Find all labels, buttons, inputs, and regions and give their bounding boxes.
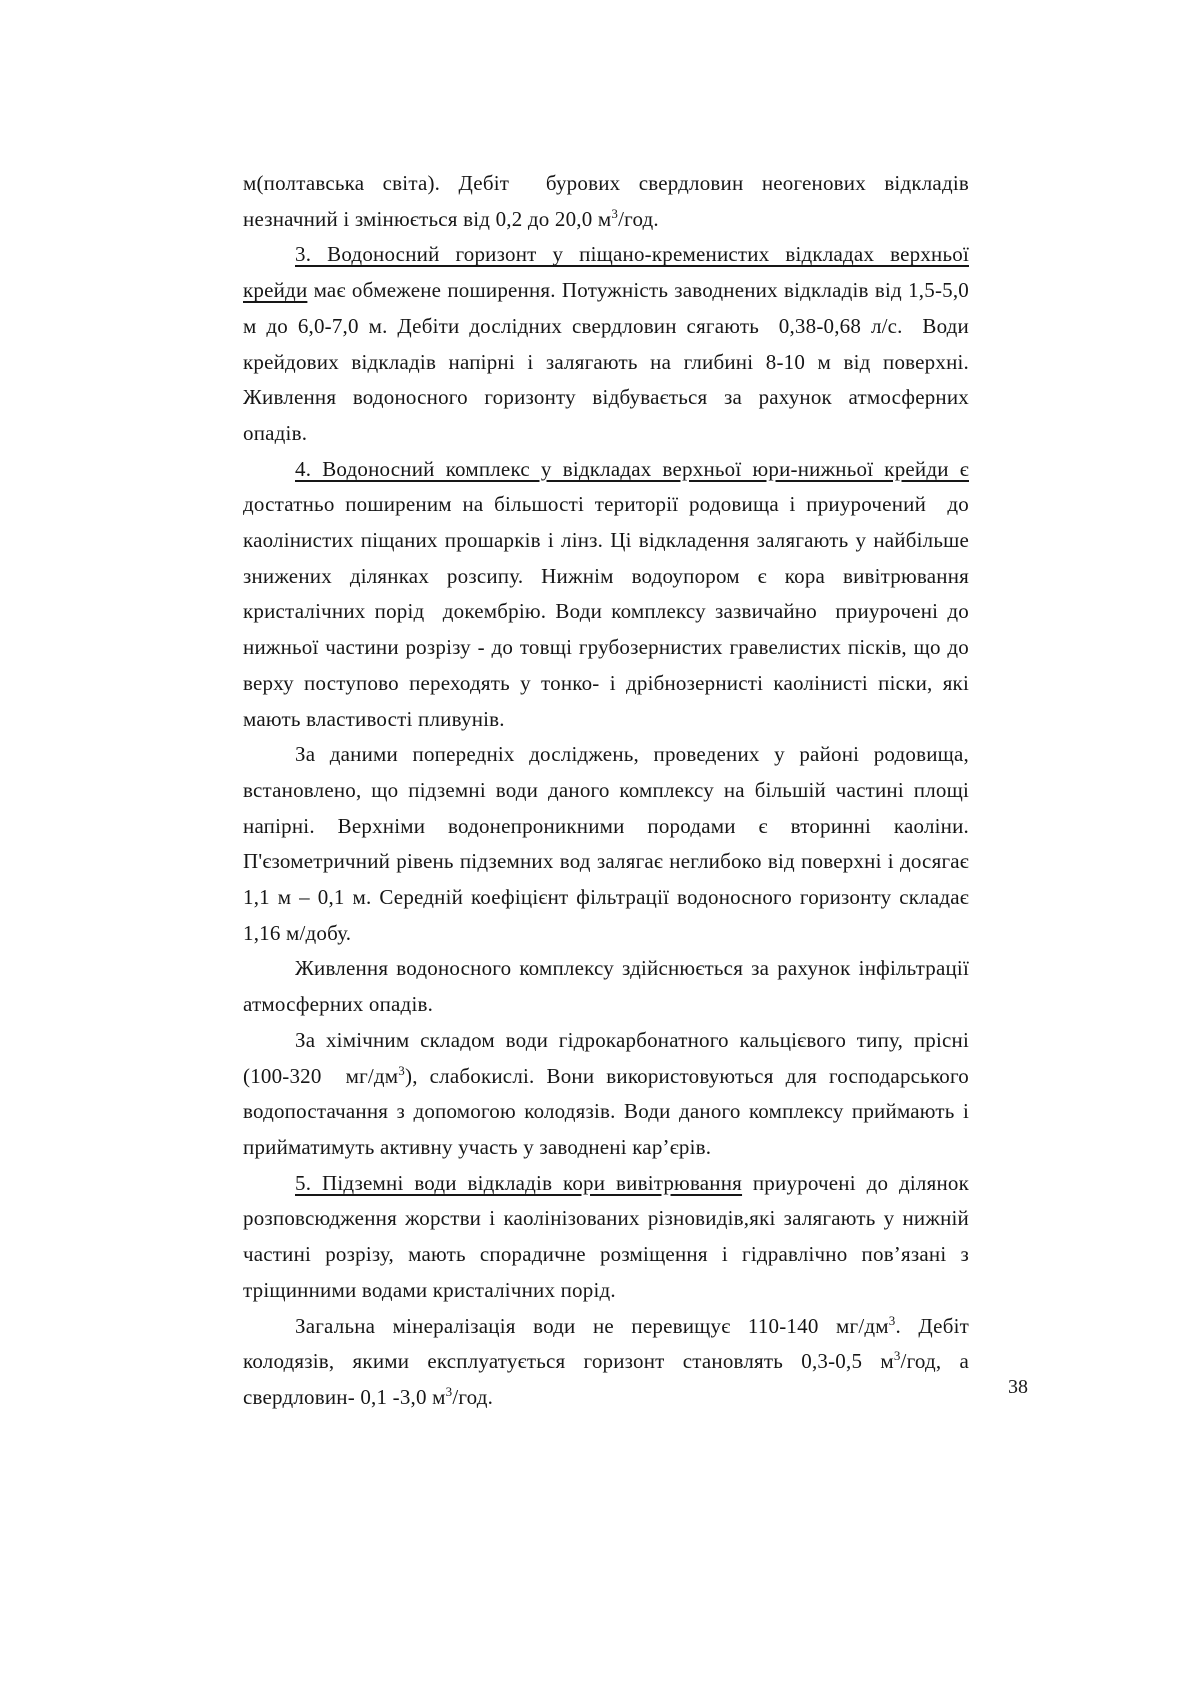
text-run: . Дебіт колодязів, якими експлуатується горизонт становлять 0,3-0,5 м <box>243 1313 969 1374</box>
paragraph <box>243 737 969 951</box>
paragraph <box>243 452 969 738</box>
section-heading-run: 5. Підземні води відкладів кори вивітрювання <box>295 1170 743 1195</box>
paragraph <box>243 1309 969 1416</box>
text-run: достатньо поширеним на більшості території родовища і приурочений до каолінистих піщаних прошарків і лінз. Ці відкладення залягають у найбільше знижених ділянках розсипу. Нижнім водоупором є кора вивітрювання кристалічних порід докембрію. Води комплексу зазвичайно приурочені до нижньої частини розрізу - до товщі грубозернистих гравелистих пісків, що до верху поступово переходять у тонко- і дрібнозернисті каолінисті піски, які мають властивості пливунів. <box>243 492 969 731</box>
document-body <box>243 166 969 1416</box>
text-run: ), слабокислі. Вони використовуються для господарського водопостачання з допомогою колодязів. Води даного комплексу приймають і прийматимуть активну участь у заводнені кар’єрів. <box>243 1063 969 1159</box>
text-run: /год, а свердловин- 0,1 -3,0 м <box>243 1349 969 1409</box>
paragraph <box>243 166 969 237</box>
superscript: 3 <box>398 1062 406 1078</box>
paragraph <box>243 1166 969 1309</box>
page-number: 38 <box>1008 1376 1028 1398</box>
text-run: За даними попередніх досліджень, проведених у районі родовища, встановлено, що підземні води даного комплексу на більшій частині площі напірні. Верхніми водонепроникними породами є вторинні каоліни. П'єзометричний рівень підземних вод залягає неглибоко від поверхні і досягає 1,1 м – 0,1 м. Середній коефіцієнт фільтрації водоносного горизонту складає 1,16 м/добу. <box>243 742 969 945</box>
section-heading-run: 4. Водоносний комплекс у відкладах верхньої юри-нижньої крейди є <box>295 456 969 481</box>
superscript: 3 <box>893 1348 901 1364</box>
paragraph <box>243 951 969 1022</box>
text-run: За хімічним складом води гідрокарбонатного кальцієвого типу, прісні (100-320 мг/дм <box>243 1027 969 1088</box>
text-run: приурочені до ділянок розповсюдження жорстви і каолінізованих різновидів,які залягають у нижній частині розрізу, мають спорадичне розміщення і гідравлічно пов’язані з тріщинними водами кристалічних порід. <box>243 1170 969 1302</box>
text-run: /год. <box>452 1384 494 1409</box>
text-run: має обмежене поширення. Потужність заводнених відкладів від 1,5-5,0 м до 6,0-7,0 м. Дебіти дослідних свердловин сягають 0,38-0,68 л/с. Води крейдових відкладів напірні і залягають на глибині 8-10 м від поверхні. Живлення водоносного горизонту відбувається за рахунок атмосферних опадів. <box>243 278 969 445</box>
paragraph <box>243 237 969 451</box>
section-heading-run: 3. Водоносний горизонт у піщано-кременистих відкладах верхньої крейди <box>243 242 969 303</box>
text-run: Загальна мінералізація води не перевищує 110-140 мг/дм <box>295 1313 889 1338</box>
text-run: /год. <box>618 206 659 231</box>
superscript: 3 <box>445 1383 453 1399</box>
paragraph <box>243 1023 969 1166</box>
text-run: м(полтавська світа). Дебіт бурових свердловин неогенових відкладів незначний і змінюється від 0,2 до 20,0 м <box>243 171 969 231</box>
superscript: 3 <box>611 205 619 221</box>
superscript: 3 <box>888 1312 896 1328</box>
text-run: Живлення водоносного комплексу здійснюється за рахунок інфільтрації атмосферних опадів. <box>243 956 969 1017</box>
